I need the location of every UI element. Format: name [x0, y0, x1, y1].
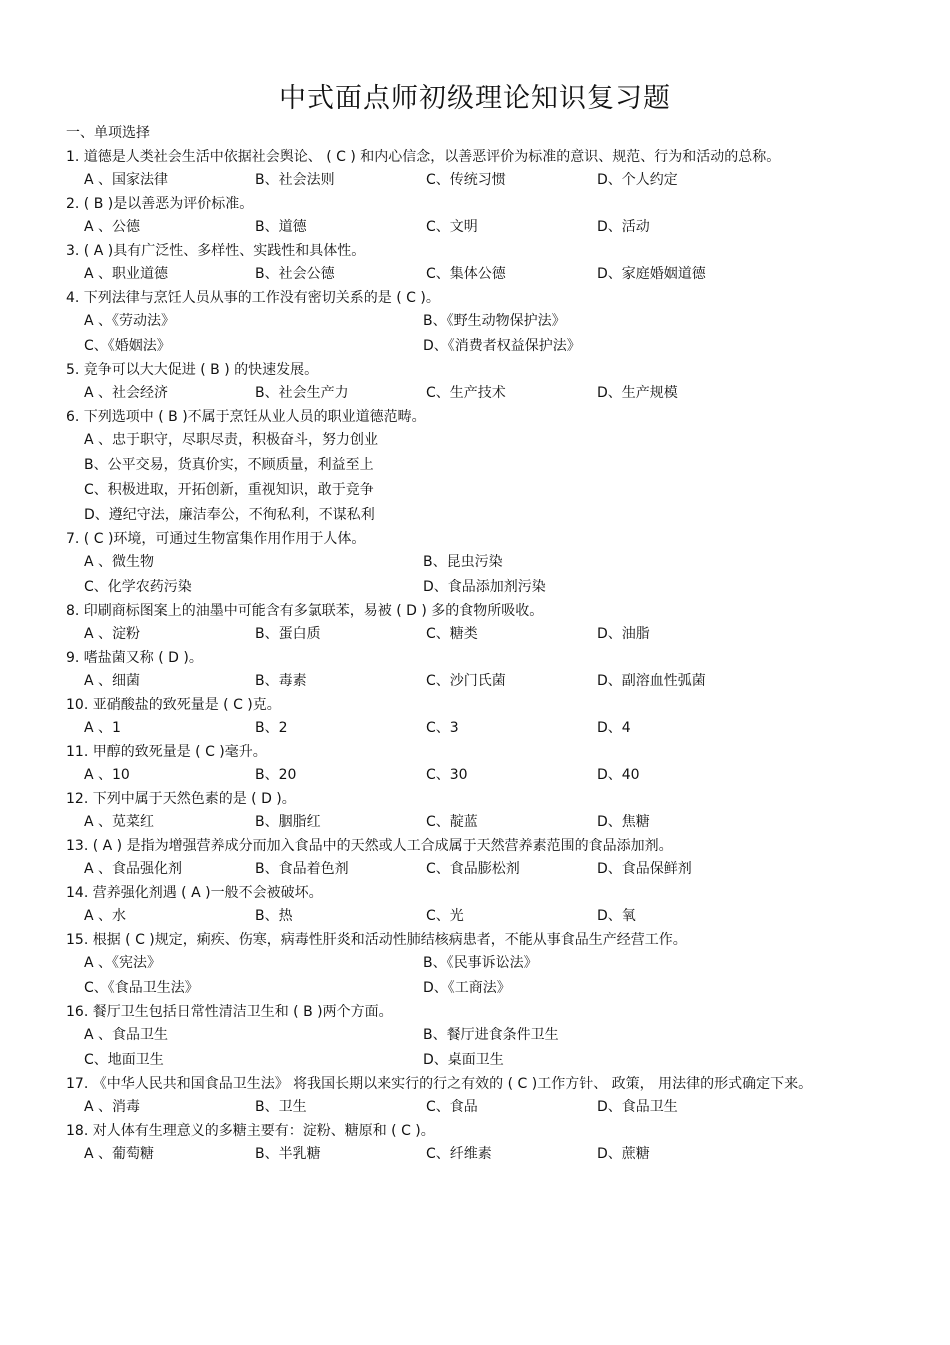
- option-row: [66, 976, 886, 1001]
- option-row: [66, 669, 886, 694]
- answer-option: A 、忠于职守，尽职尽责，积极奋斗，努力创业: [84, 432, 379, 448]
- answer-option: D、4: [597, 720, 631, 736]
- answer-option: B、社会法则: [255, 172, 335, 188]
- answer-option: D、《工商法》: [423, 980, 511, 996]
- option-row: [66, 857, 886, 882]
- answer-option: B、20: [255, 767, 297, 783]
- question-item: [66, 600, 886, 647]
- question-stem: 11. 甲醇的致死量是 ( C )毫升。: [66, 744, 267, 760]
- option-row: [66, 334, 886, 359]
- question-stem: 8. 印刷商标图案上的油墨中可能含有多氯联苯，易被 ( D ) 多的食物所吸收。: [66, 603, 544, 619]
- answer-option: B、公平交易，货真价实，不顾质量，利益至上: [84, 457, 374, 473]
- answer-option: B、昆虫污染: [423, 554, 503, 570]
- answer-option: B、热: [255, 908, 293, 924]
- question-stem: 10. 亚硝酸盐的致死量是 ( C )克。: [66, 697, 281, 713]
- question-stem: 5. 竞争可以大大促进 ( B ) 的快速发展。: [66, 362, 319, 378]
- answer-option: D、家庭婚姻道德: [597, 266, 706, 282]
- option-row: [66, 810, 886, 835]
- option-row: [66, 622, 886, 647]
- answer-option: A 、食品强化剂: [84, 861, 183, 877]
- answer-option: A 、公德: [84, 219, 141, 235]
- question-stem: 15. 根据 ( C )规定，痢疾、伤寒，病毒性肝炎和活动性肺结核病患者，不能从事食品生产经营工作。: [66, 932, 687, 948]
- question-stem: 6. 下列选项中 ( B )不属于烹饪从业人员的职业道德范畴。: [66, 409, 426, 425]
- answer-option: D、《消费者权益保护法》: [423, 338, 581, 354]
- answer-option: B、社会生产力: [255, 385, 349, 401]
- question-item: [66, 406, 886, 528]
- option-row: [66, 1142, 886, 1167]
- option-row: [66, 262, 886, 287]
- answer-option: C、靛蓝: [426, 814, 478, 830]
- answer-option: D、食品保鲜剂: [597, 861, 692, 877]
- answer-option: C、食品: [426, 1099, 478, 1115]
- question-item: [66, 287, 886, 359]
- section-heading: 一、单项选择: [66, 125, 150, 141]
- answer-option: C、光: [426, 908, 464, 924]
- option-row: [66, 215, 886, 240]
- answer-option: D、桌面卫生: [423, 1052, 504, 1068]
- answer-option: D、生产规模: [597, 385, 678, 401]
- answer-option: B、餐厅进食条件卫生: [423, 1027, 559, 1043]
- option-row: [66, 716, 886, 741]
- answer-option: C、文明: [426, 219, 478, 235]
- answer-option: C、化学农药污染: [84, 579, 192, 595]
- answer-option: D、油脂: [597, 626, 650, 642]
- answer-option: A 、职业道德: [84, 266, 169, 282]
- answer-option: C、积极进取，开拓创新，重视知识，敢于竞争: [84, 482, 374, 498]
- answer-option: A 、10: [84, 767, 130, 783]
- answer-option: A 、《劳动法》: [84, 313, 176, 329]
- answer-option: D、活动: [597, 219, 650, 235]
- answer-option: A 、微生物: [84, 554, 155, 570]
- question-item: [66, 1073, 886, 1120]
- option-row: [66, 478, 886, 503]
- option-row: [66, 1023, 886, 1048]
- answer-option: C、地面卫生: [84, 1052, 164, 1068]
- option-row: [66, 503, 886, 528]
- question-item: [66, 882, 886, 929]
- question-list: [66, 146, 886, 1167]
- question-stem: 17. 《中华人民共和国食品卫生法》 将我国长期以来实行的行之有效的 ( C )工作方针、 政策， 用法律的形式确定下来。: [66, 1076, 813, 1092]
- answer-option: C、《食品卫生法》: [84, 980, 199, 996]
- answer-option: D、遵纪守法，廉洁奉公，不徇私利，不谋私利: [84, 507, 375, 523]
- question-stem: 4. 下列法律与烹饪人员从事的工作没有密切关系的是 ( C )。: [66, 290, 440, 306]
- option-row: [66, 453, 886, 478]
- answer-option: D、40: [597, 767, 640, 783]
- answer-option: C、生产技术: [426, 385, 506, 401]
- question-item: [66, 1001, 886, 1073]
- answer-option: B、半乳糖: [255, 1146, 321, 1162]
- answer-option: B、2: [255, 720, 288, 736]
- answer-option: D、蔗糖: [597, 1146, 650, 1162]
- option-row: [66, 428, 886, 453]
- answer-option: A 、葡萄糖: [84, 1146, 155, 1162]
- question-stem: 9. 嗜盐菌又称 ( D )。: [66, 650, 203, 666]
- question-item: [66, 929, 886, 1001]
- answer-option: C、3: [426, 720, 459, 736]
- answer-option: B、卫生: [255, 1099, 307, 1115]
- answer-option: A 、细菌: [84, 673, 141, 689]
- question-stem: 1. 道德是人类社会生活中依据社会舆论、 ( C ) 和内心信念，以善恶评价为标准的意识、规范、行为和活动的总称。: [66, 149, 781, 165]
- question-stem: 14. 营养强化剂遇 ( A )一般不会被破坏。: [66, 885, 323, 901]
- question-item: [66, 647, 886, 694]
- answer-option: A 、国家法律: [84, 172, 169, 188]
- question-stem: 3. ( A )具有广泛性、多样性、实践性和具体性。: [66, 243, 366, 259]
- option-row: [66, 550, 886, 575]
- answer-option: A 、消毒: [84, 1099, 141, 1115]
- answer-option: B、毒素: [255, 673, 307, 689]
- answer-option: C、沙门氏菌: [426, 673, 506, 689]
- question-item: [66, 1120, 886, 1167]
- answer-option: C、30: [426, 767, 468, 783]
- answer-option: B、《野生动物保护法》: [423, 313, 566, 329]
- option-row: [66, 309, 886, 334]
- answer-option: A 、淀粉: [84, 626, 141, 642]
- option-row: [66, 951, 886, 976]
- question-item: [66, 528, 886, 600]
- question-item: [66, 240, 886, 287]
- option-row: [66, 904, 886, 929]
- answer-option: D、氧: [597, 908, 636, 924]
- question-stem: 7. ( C )环境，可通过生物富集作用作用于人体。: [66, 531, 366, 547]
- question-item: [66, 193, 886, 240]
- option-row: [66, 381, 886, 406]
- answer-option: B、《民事诉讼法》: [423, 955, 538, 971]
- question-item: [66, 694, 886, 741]
- answer-option: B、蛋白质: [255, 626, 321, 642]
- option-row: [66, 1095, 886, 1120]
- answer-option: A 、水: [84, 908, 127, 924]
- answer-option: A 、社会经济: [84, 385, 169, 401]
- answer-option: C、糖类: [426, 626, 478, 642]
- answer-option: D、焦糖: [597, 814, 650, 830]
- answer-option: D、食品添加剂污染: [423, 579, 546, 595]
- answer-option: B、社会公德: [255, 266, 335, 282]
- answer-option: B、道德: [255, 219, 307, 235]
- answer-option: A 、苋菜红: [84, 814, 155, 830]
- answer-option: C、纤维素: [426, 1146, 492, 1162]
- answer-option: D、个人约定: [597, 172, 678, 188]
- answer-option: A 、《宪法》: [84, 955, 162, 971]
- answer-option: B、胭脂红: [255, 814, 321, 830]
- answer-option: C、传统习惯: [426, 172, 506, 188]
- answer-option: A 、食品卫生: [84, 1027, 169, 1043]
- answer-option: A 、1: [84, 720, 121, 736]
- answer-option: B、食品着色剂: [255, 861, 349, 877]
- answer-option: C、《婚姻法》: [84, 338, 171, 354]
- option-row: [66, 763, 886, 788]
- question-item: [66, 788, 886, 835]
- answer-option: C、食品膨松剂: [426, 861, 520, 877]
- question-stem: 18. 对人体有生理意义的多糖主要有：淀粉、糖原和 ( C )。: [66, 1123, 435, 1139]
- document-title: 中式面点师初级理论知识复习题: [279, 83, 671, 114]
- option-row: [66, 575, 886, 600]
- answer-option: C、集体公德: [426, 266, 506, 282]
- question-item: [66, 359, 886, 406]
- option-row: [66, 1048, 886, 1073]
- question-item: [66, 835, 886, 882]
- answer-option: D、副溶血性弧菌: [597, 673, 706, 689]
- question-item: [66, 146, 886, 193]
- question-stem: 12. 下列中属于天然色素的是 ( D )。: [66, 791, 296, 807]
- option-row: [66, 168, 886, 193]
- question-item: [66, 741, 886, 788]
- answer-option: D、食品卫生: [597, 1099, 678, 1115]
- question-stem: 16. 餐厅卫生包括日常性清洁卫生和 ( B )两个方面。: [66, 1004, 393, 1020]
- question-stem: 13. ( A ) 是指为增强营养成分而加入食品中的天然或人工合成属于天然营养素范围的食品添加剂。: [66, 838, 673, 854]
- question-stem: 2. ( B )是以善恶为评价标准。: [66, 196, 254, 212]
